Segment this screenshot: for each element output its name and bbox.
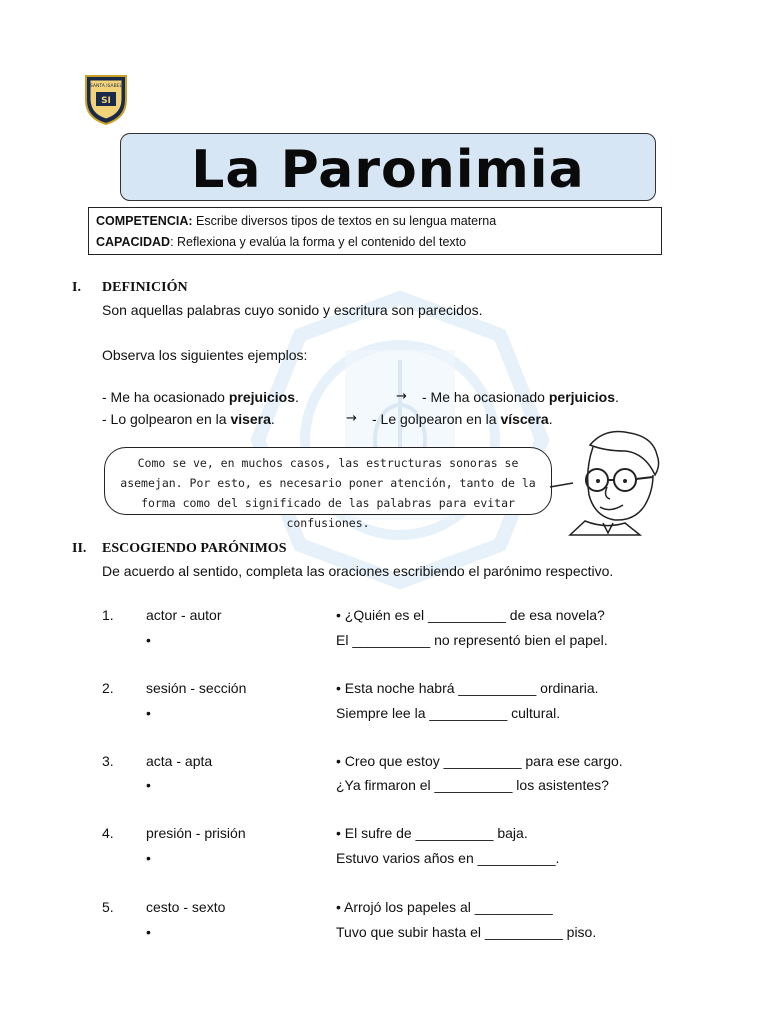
item-number: 2. — [102, 680, 114, 696]
bubble-line: forma como del significado de las palabras para evitar confusiones. — [141, 496, 515, 530]
competencia-text: Escribe diversos tipos de textos en su lengua materna — [192, 214, 497, 228]
bullet: • — [146, 924, 151, 940]
section1-number: I. — [72, 280, 81, 295]
paronym-pair: acta - apta — [146, 753, 213, 769]
competencia-box — [88, 207, 662, 255]
sentence-1: • ¿Quién es el __________ de esa novela? — [336, 607, 605, 623]
sentence-1: • Esta noche habrá __________ ordinaria. — [336, 680, 599, 696]
arrow-1: → — [396, 389, 407, 404]
bullet: • — [146, 850, 151, 866]
item-number: 3. — [102, 753, 114, 769]
item-number: 5. — [102, 899, 114, 915]
sentence-2: Siempre lee la __________ cultural. — [336, 705, 561, 721]
sentence-2: ¿Ya firmaron el __________ los asistentes? — [336, 777, 609, 793]
section2-title: ESCOGIENDO PARÓNIMOS — [102, 541, 287, 556]
section2-instruction: De acuerdo al sentido, completa las oraciones escribiendo el parónimo respectivo. — [102, 563, 614, 579]
bullet: • — [146, 777, 151, 793]
capacidad-label: CAPACIDAD — [96, 235, 171, 249]
example-2-left: - Lo golpearon en la visera. — [102, 411, 275, 427]
item-number: 4. — [102, 825, 114, 841]
paronym-pair: actor - autor — [146, 607, 222, 623]
teacher-cartoon-icon — [545, 425, 665, 537]
title-banner — [120, 133, 656, 201]
sentence-1: • Arrojó los papeles al __________ — [336, 899, 553, 915]
sentence-2: Estuvo varios años en __________. — [336, 850, 560, 866]
bullet: • — [146, 632, 151, 648]
definition-text: Son aquellas palabras cuyo sonido y escritura son parecidos. — [102, 302, 483, 318]
speech-bubble — [104, 447, 552, 530]
watermark-crest — [250, 290, 550, 590]
bubble-line: asemejan. Por esto, es necesario poner atención, tanto de la — [120, 476, 536, 490]
paronym-pair: cesto - sexto — [146, 899, 226, 915]
capacidad-text: : Reflexiona y evalúa la forma y el contenido del texto — [170, 235, 467, 249]
bullet: • — [146, 705, 151, 721]
competencia-label: COMPETENCIA: — [96, 214, 193, 228]
example-1-right: - Me ha ocasionado perjuicios. — [422, 389, 619, 405]
sentence-1: • El sufre de __________ baja. — [336, 825, 528, 841]
section2-number: II. — [72, 541, 87, 556]
logo-initials: SI — [101, 96, 111, 106]
competencia-line — [96, 214, 496, 228]
capacidad-line — [96, 235, 466, 249]
page-title: La Paronimia — [191, 140, 585, 200]
logo-text: SANTA ISABEL — [89, 84, 123, 89]
paronym-pair: sesión - sección — [146, 680, 247, 696]
sentence-2: El __________ no representó bien el papel. — [336, 632, 608, 648]
school-crest-logo — [82, 72, 130, 126]
sentence-1: • Creo que estoy __________ para ese cargo. — [336, 753, 623, 769]
example-2-right: - Le golpearon en la víscera. — [372, 411, 553, 427]
paronym-pair: presión - prisión — [146, 825, 246, 841]
arrow-2: → — [346, 411, 357, 426]
section1-title: DEFINICIÓN — [102, 280, 188, 295]
example-1-left: - Me ha ocasionado prejuicios. — [102, 389, 299, 405]
examples-intro: Observa los siguientes ejemplos: — [102, 347, 308, 363]
item-number: 1. — [102, 607, 114, 623]
sentence-2: Tuvo que subir hasta el __________ piso. — [336, 924, 597, 940]
bubble-line: Como se ve, en muchos casos, las estructuras sonoras se — [137, 456, 519, 470]
bubble-text — [111, 453, 545, 533]
